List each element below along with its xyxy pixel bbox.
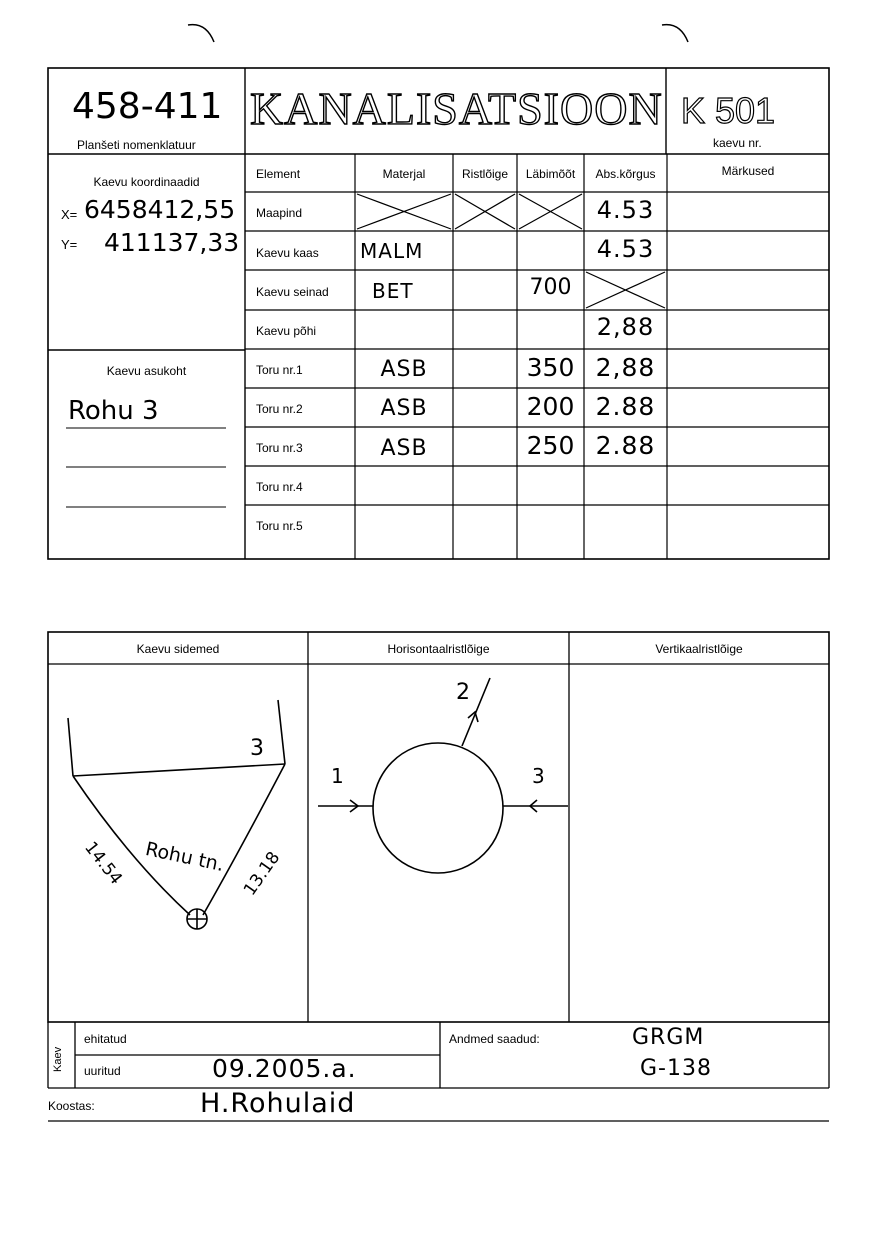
sheet-number: 458-411 <box>72 86 223 127</box>
row-label-walls: Kaevu seinad <box>256 285 329 299</box>
ground-elevation: 4.53 <box>596 196 655 224</box>
y-coordinate: 411137,33 <box>104 228 240 257</box>
sheet-number-label: Planšeti nomenklatuur <box>77 138 196 152</box>
vertical-section-label: Vertikaalristlõige <box>655 642 743 656</box>
sketch-distance-left: 14.54 <box>80 838 126 889</box>
column-header-element: Element <box>256 167 301 181</box>
pipe-2-label: 2 <box>456 680 471 705</box>
column-header-cross-section: Ristlõige <box>461 167 509 181</box>
author-label: Koostas: <box>48 1099 95 1113</box>
punch-mark-left <box>188 25 214 42</box>
pipe-3-elevation: 2.88 <box>595 431 656 460</box>
row-label-ground: Maapind <box>256 206 303 220</box>
y-prefix: Y= <box>61 237 78 252</box>
column-header-remarks: Märkused <box>721 164 775 178</box>
row-label-pipe-4: Toru nr.4 <box>256 480 303 494</box>
sketch-corner-label: 3 <box>250 736 265 761</box>
coordinates-label: Kaevu koordinaadid <box>93 175 200 189</box>
well-number-label: kaevu nr. <box>713 136 762 150</box>
source-label: Andmed saadud: <box>449 1032 540 1046</box>
well-side-label: Kaev <box>52 1046 64 1072</box>
pipe-2-diameter: 200 <box>526 392 575 421</box>
row-label-pipe-5: Toru nr.5 <box>256 519 303 533</box>
pipe-3-label: 3 <box>532 764 546 788</box>
author-name: H.Rohulaid <box>200 1088 356 1119</box>
pipe-2-material: ASB <box>380 396 428 421</box>
pipe-1-elevation: 2,88 <box>595 353 656 382</box>
bottom-form-border <box>48 632 829 1022</box>
sketch-distance-right: 13.18 <box>240 848 285 900</box>
column-header-material: Materjal <box>382 167 426 181</box>
pipe-3-material: ASB <box>380 436 428 461</box>
built-label: ehitatud <box>84 1032 127 1046</box>
wall-material: BET <box>372 279 414 303</box>
cover-elevation: 4.53 <box>596 235 655 263</box>
row-label-pipe-3: Toru nr.3 <box>256 441 303 455</box>
pipe-1-diameter: 350 <box>526 353 575 382</box>
x-prefix: X= <box>61 207 78 222</box>
location-value: Rohu 3 <box>68 396 159 426</box>
cover-material: MALM <box>360 239 424 263</box>
column-header-diameter: Läbimõõt <box>525 167 576 181</box>
source-value-2: G-138 <box>640 1056 712 1081</box>
horizontal-section-label: Horisontaalristlõige <box>387 642 490 656</box>
location-label: Kaevu asukoht <box>106 364 187 378</box>
form-title: KANALISATSIOON <box>250 83 663 134</box>
row-label-pipe-2: Toru nr.2 <box>256 402 303 416</box>
column-header-elevation: Abs.kõrgus <box>595 167 656 181</box>
bottom-elevation: 2,88 <box>596 313 655 341</box>
row-label-cover: Kaevu kaas <box>256 246 319 260</box>
pipe-1-material: ASB <box>380 357 428 382</box>
pipe-1-label: 1 <box>331 764 345 788</box>
horizontal-section-lines <box>318 678 568 873</box>
pipe-2-elevation: 2.88 <box>595 392 656 421</box>
x-coordinate: 6458412,55 <box>84 195 236 224</box>
row-label-bottom: Kaevu põhi <box>256 324 317 338</box>
surveyed-label: uuritud <box>84 1064 121 1078</box>
wall-diameter: 700 <box>529 275 572 300</box>
well-number: K 501 <box>681 90 776 131</box>
sketch-street-label: Rohu tn. <box>143 838 226 877</box>
ties-panel-label: Kaevu sidemed <box>136 642 220 656</box>
row-label-pipe-1: Toru nr.1 <box>256 363 303 377</box>
punch-mark-right <box>662 25 688 42</box>
source-value-1: GRGM <box>632 1025 705 1050</box>
pipe-3-diameter: 250 <box>526 431 575 460</box>
surveyed-date: 09.2005.a. <box>212 1054 357 1083</box>
